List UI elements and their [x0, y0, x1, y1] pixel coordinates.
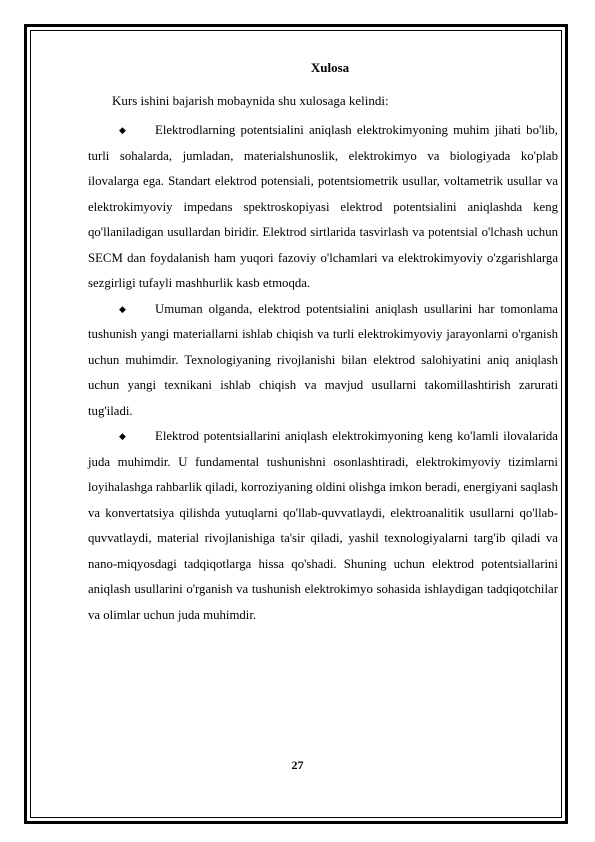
page-number: 27	[291, 758, 304, 772]
diamond-bullet-icon: ◆	[119, 303, 126, 314]
bullet-item	[88, 297, 558, 425]
page-title: Xulosa	[310, 60, 350, 75]
diamond-bullet-icon: ◆	[119, 431, 126, 441]
document-body	[88, 58, 558, 628]
bullet-text: Elektrodlarning potentsialini aniqlash elektrokimyoning muhim jihati bo'lib, turli sohalarda, jumladan, materialshunoslik, elektrokimyo va biologiyada ko'plab ilovalarga ega. Standart elektrod potensiali, potentsiometrik usullar, voltametrik usullar va elektrokimyoviy impedans spektroskopiyasi elektrod potentsialini aniqlashda keng qo'llaniladigan usullardan biridir. Elektrod sirtlarida tasvirlash va potentsial o'lchash uchun SECM dan foydalanish ham yuqori fazoviy o'lchamlari va elektrokimyoviy o'zgarishlarga sezgirligi tufayli mashhurlik kasb etmoqda.	[88, 123, 558, 290]
diamond-bullet-icon: ◆	[119, 125, 126, 135]
bullet-text: Elektrod potentsiallarini aniqlash elektrokimyoning keng ko'lamli ilovalarida juda muhimdir. U fundamental tushunishni osonlashtiradi, elektrokimyoviy tizimlarni loyihalashga rahbarlik qiladi, korroziyaning oldini olishga imkon beradi, energiyani saqlash va konvertatsiya qilishda yutuqlarni qo'llab-quvvatlaydi, elektroanalitik usullarni qo'llab-quvvatlaydi, material rivojlanishiga ta'sir qiladi, yashil texnologiyalarni targ'ib qiladi va nano-miqyosdagi tadqiqotlarga hissa qo'shadi. Shuning uchun elektrod potentsiallarini aniqlash usullarini o'rganish va tushunish elektrokimyo sohasida ishlaydigan tadqiqotchilar va olimlar uchun juda muhimdir.	[88, 429, 558, 622]
bullet-item	[88, 118, 558, 297]
intro-paragraph: Kurs ishini bajarish mobaynida shu xulosaga kelindi:	[112, 93, 389, 108]
bullet-text: Umuman olganda, elektrod potentsialini aniqlash usullarini har tomonlama tushunish yangi materiallarni ishlab chiqish va turli elektrokimyoviy jarayonlarni o'rganish uchun muhimdir. Texnologiyaning rivojlanishi bilan elektrod salohiyatini aniq aniqlash uchun yangi texnikani ishlab chiqish va mavjud usullarni takomillashtirish zarurati tug'iladi.	[88, 301, 558, 418]
bullet-item	[88, 424, 558, 628]
